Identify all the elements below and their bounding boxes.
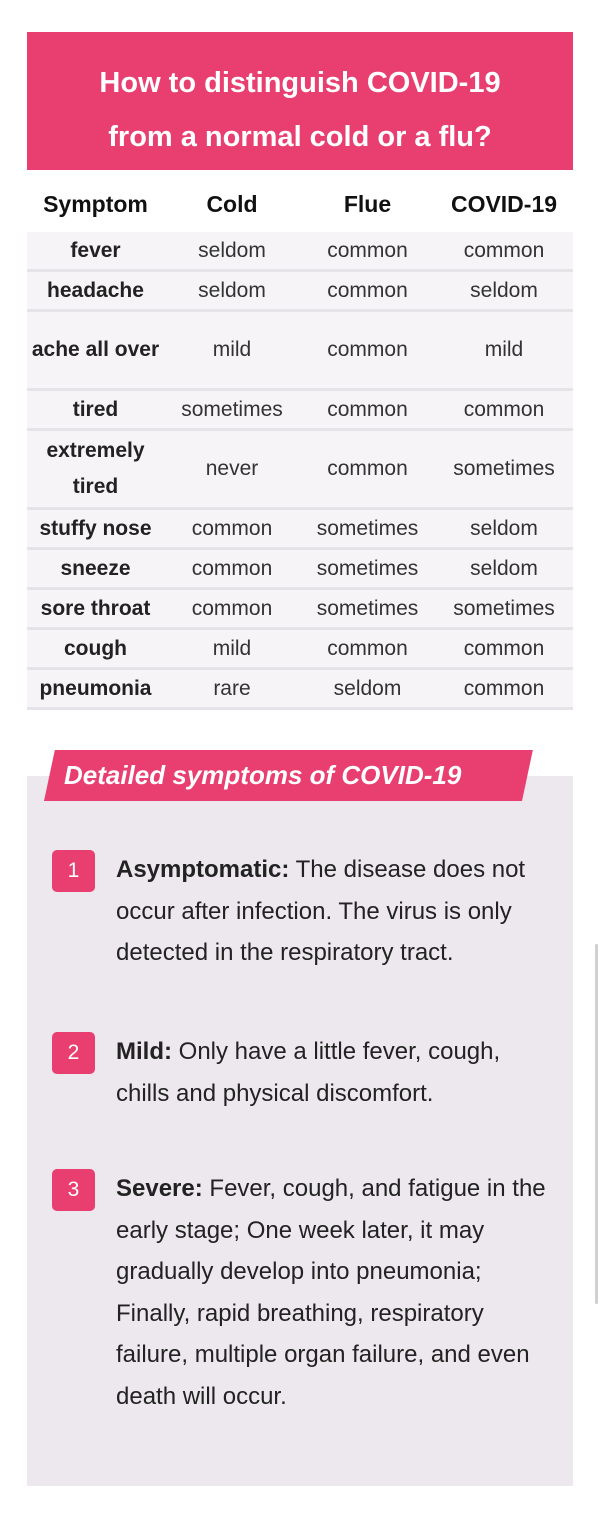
symptom-name: extremely tired: [27, 430, 164, 509]
cold-value: mild: [164, 629, 300, 669]
stage-description: [116, 1031, 552, 1114]
symptom-name: cough: [27, 629, 164, 669]
vertical-scrollbar[interactable]: [595, 944, 598, 1304]
flu-value: common: [300, 390, 435, 430]
stage-description: [116, 1168, 552, 1417]
table-row: [27, 589, 573, 629]
flu-value: common: [300, 271, 435, 311]
table-row: [27, 430, 573, 509]
table-row: [27, 311, 573, 390]
table-row: [27, 669, 573, 709]
stage-text: Fever, cough, and fatigue in the early stage; One week later, it may gradually develop into pneumonia; Finally, rapid breathing, respiratory failure, multiple organ failure, and even death will occur.: [116, 1175, 546, 1410]
covid-value: seldom: [435, 549, 573, 589]
cold-value: mild: [164, 311, 300, 390]
symptom-name: tired: [27, 390, 164, 430]
covid-value: common: [435, 232, 573, 271]
stage-number-badge: 1: [52, 850, 95, 892]
stage-label: Asymptomatic:: [116, 856, 290, 883]
table-row: [27, 509, 573, 549]
covid-value: common: [435, 390, 573, 430]
table-row: [27, 232, 573, 271]
covid-value: mild: [435, 311, 573, 390]
covid-value: sometimes: [435, 430, 573, 509]
flu-value: common: [300, 311, 435, 390]
covid-value: seldom: [435, 271, 573, 311]
cold-value: rare: [164, 669, 300, 709]
flu-value: sometimes: [300, 549, 435, 589]
flu-value: common: [300, 232, 435, 271]
detailed-symptoms-title: Detailed symptoms of COVID-19: [64, 760, 462, 790]
symptom-name: stuffy nose: [27, 509, 164, 549]
symptom-name: sore throat: [27, 589, 164, 629]
cold-value: common: [164, 509, 300, 549]
flu-value: sometimes: [300, 509, 435, 549]
column-header-covid: COVID-19: [435, 176, 573, 232]
covid-value: seldom: [435, 509, 573, 549]
header-title-line-2: from a normal cold or a flu?: [108, 121, 492, 153]
symptom-name: pneumonia: [27, 669, 164, 709]
cold-value: common: [164, 549, 300, 589]
flu-value: sometimes: [300, 589, 435, 629]
infographic-header: [27, 32, 573, 170]
covid-value: common: [435, 669, 573, 709]
column-header-symptom: Symptom: [27, 176, 164, 232]
symptom-name: headache: [27, 271, 164, 311]
flu-value: common: [300, 430, 435, 509]
cold-value: seldom: [164, 232, 300, 271]
cold-value: never: [164, 430, 300, 509]
table-row: [27, 629, 573, 669]
table-row: [27, 549, 573, 589]
flu-value: common: [300, 629, 435, 669]
cold-value: seldom: [164, 271, 300, 311]
table-header-row: [27, 176, 573, 232]
table-row: [27, 271, 573, 311]
stage-label: Severe:: [116, 1175, 203, 1202]
column-header-flu: Flue: [300, 176, 435, 232]
stage-label: Mild:: [116, 1038, 172, 1065]
symptom-name: sneeze: [27, 549, 164, 589]
covid-value: sometimes: [435, 589, 573, 629]
stage-text: Only have a little fever, cough, chills and physical discomfort.: [116, 1038, 501, 1107]
header-title-line-1: How to distinguish COVID-19: [99, 67, 501, 99]
covid-value: common: [435, 629, 573, 669]
stage-number-badge: 2: [52, 1032, 95, 1074]
symptom-name: fever: [27, 232, 164, 271]
stage-text: The disease does not occur after infection. The virus is only detected in the respiratory tract.: [116, 856, 526, 966]
column-header-cold: Cold: [164, 176, 300, 232]
stage-number-badge: 3: [52, 1169, 95, 1211]
cold-value: sometimes: [164, 390, 300, 430]
stage-description: [116, 849, 552, 974]
symptom-name: ache all over: [27, 311, 164, 390]
cold-value: common: [164, 589, 300, 629]
symptom-comparison-table: [27, 176, 573, 710]
flu-value: seldom: [300, 669, 435, 709]
table-row: [27, 390, 573, 430]
